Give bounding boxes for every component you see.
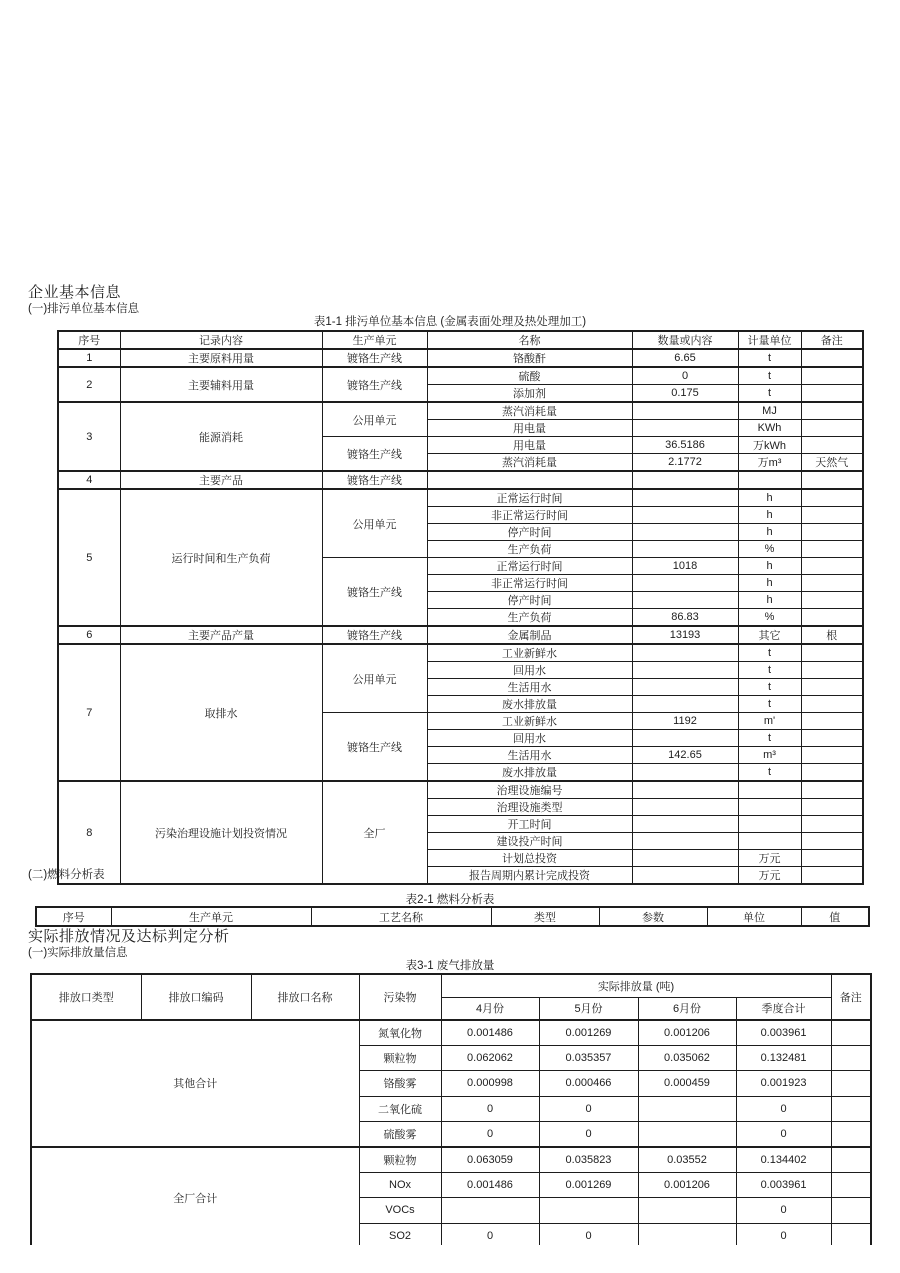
table-cell: 0.001269 (539, 1020, 638, 1045)
table-cell: 其它 (738, 626, 801, 644)
header-cell: 单位 (707, 907, 801, 926)
subsection-discharge-unit-info: (一)排污单位基本信息 (28, 303, 140, 315)
table-cell: 主要辅料用量 (120, 367, 322, 402)
table-cell: 非正常运行时间 (427, 507, 632, 524)
table-cell (632, 867, 738, 885)
table-cell (831, 1198, 871, 1223)
table-cell: 污染治理设施计划投资情况 (120, 781, 322, 884)
table-cell: 0.001206 (638, 1020, 736, 1045)
header-cell: 4月份 (441, 997, 539, 1020)
table-cell: 镀铬生产线 (322, 713, 427, 782)
table-cell (638, 1198, 736, 1223)
outlet-group-label: 全厂合计 (31, 1147, 359, 1245)
table-cell: 开工时间 (427, 816, 632, 833)
table-cell: t (738, 679, 801, 696)
table-cell (801, 713, 863, 730)
table-cell (638, 1122, 736, 1147)
table-cell (632, 764, 738, 782)
table-cell: h (738, 489, 801, 507)
table-cell (632, 575, 738, 592)
table-cell (831, 1122, 871, 1147)
fuel-analysis-table (35, 906, 870, 927)
table-cell: t (738, 764, 801, 782)
table-cell: 2.1772 (632, 454, 738, 472)
table-cell: % (738, 609, 801, 627)
table-cell: 0 (441, 1122, 539, 1147)
table-cell: 万元 (738, 867, 801, 885)
header-cell: 排放口名称 (251, 974, 359, 1020)
table-cell (801, 850, 863, 867)
table-cell: 0.03552 (638, 1147, 736, 1172)
basic-info-table-wrap (57, 330, 864, 885)
table-cell (632, 471, 738, 489)
table-cell (831, 1020, 871, 1045)
table-cell: 0.132481 (736, 1045, 831, 1070)
table-cell (539, 1198, 638, 1223)
table-cell: 0.003961 (736, 1172, 831, 1197)
table-cell: t (738, 730, 801, 747)
table-cell: 36.5186 (632, 437, 738, 454)
header-cell: 污染物 (359, 974, 441, 1020)
table-cell (801, 644, 863, 662)
table-cell: 3 (58, 402, 120, 471)
table-cell: 镀铬生产线 (322, 626, 427, 644)
table-cell (801, 385, 863, 403)
table-cell: 0.134402 (736, 1147, 831, 1172)
table-cell: 正常运行时间 (427, 558, 632, 575)
table-cell: 镀铬生产线 (322, 471, 427, 489)
table-cell (801, 489, 863, 507)
table-cell: KWh (738, 420, 801, 437)
table-cell: 0 (539, 1122, 638, 1147)
table-cell: 0.000466 (539, 1071, 638, 1096)
table-cell (632, 679, 738, 696)
table-cell: t (738, 349, 801, 367)
table-cell: 0.035823 (539, 1147, 638, 1172)
table-cell (801, 867, 863, 885)
table-cell (738, 471, 801, 489)
table-cell: 用电量 (427, 437, 632, 454)
table-cell: m' (738, 713, 801, 730)
table-cell: 13193 (632, 626, 738, 644)
header-cell: 名称 (427, 331, 632, 349)
table-cell: 86.83 (632, 609, 738, 627)
section-title-actual-emission: 实际排放情况及达标判定分析 (28, 928, 230, 945)
basic-info-table-caption: 表1-1 排污单位基本信息 (金属表面处理及热处理加工) (313, 316, 587, 328)
table-cell: 0 (539, 1096, 638, 1121)
table-cell: 添加剂 (427, 385, 632, 403)
header-cell: 记录内容 (120, 331, 322, 349)
table-cell (632, 730, 738, 747)
table-cell: 治理设施编号 (427, 781, 632, 799)
table-cell (801, 541, 863, 558)
header-cell: 值 (801, 907, 869, 926)
basic-info-table (57, 330, 864, 885)
table-cell (632, 592, 738, 609)
table-cell: 0 (736, 1223, 831, 1245)
table-cell: 0 (736, 1198, 831, 1223)
table-cell: 根 (801, 626, 863, 644)
table-cell: 能源消耗 (120, 402, 322, 471)
header-cell: 5月份 (539, 997, 638, 1020)
header-cell: 备注 (831, 974, 871, 1020)
header-cell: 生产单元 (111, 907, 311, 926)
table-cell (801, 349, 863, 367)
subsection-actual-emission-info: (一)实际排放量信息 (28, 947, 128, 959)
table-cell: 停产时间 (427, 524, 632, 541)
table-cell (801, 781, 863, 799)
table-cell (632, 799, 738, 816)
table-cell: 生活用水 (427, 679, 632, 696)
table-cell: 主要产品 (120, 471, 322, 489)
table-cell (801, 575, 863, 592)
table-cell: 6.65 (632, 349, 738, 367)
table-cell: 蒸汽消耗量 (427, 402, 632, 420)
table-cell (801, 609, 863, 627)
table-cell (738, 816, 801, 833)
table-cell: 主要原料用量 (120, 349, 322, 367)
table-cell: 治理设施类型 (427, 799, 632, 816)
table-cell: 工业新鲜水 (427, 713, 632, 730)
table-cell: 4 (58, 471, 120, 489)
table-cell: 镀铬生产线 (322, 367, 427, 402)
table-cell (801, 730, 863, 747)
header-cell: 参数 (599, 907, 707, 926)
table-cell (801, 420, 863, 437)
table-cell: t (738, 644, 801, 662)
table-cell: 生活用水 (427, 747, 632, 764)
table-cell: h (738, 592, 801, 609)
table-cell (632, 489, 738, 507)
table-cell: SO2 (359, 1223, 441, 1245)
table-cell: 运行时间和生产负荷 (120, 489, 322, 626)
header-cell: 排放口编码 (141, 974, 251, 1020)
table-cell: 8 (58, 781, 120, 884)
table-cell (632, 507, 738, 524)
table-cell: 金属制品 (427, 626, 632, 644)
table-cell (801, 507, 863, 524)
table-cell: 二氧化硫 (359, 1096, 441, 1121)
table-cell: 0.062062 (441, 1045, 539, 1070)
header-cell: 序号 (36, 907, 111, 926)
table-cell: 0 (632, 367, 738, 385)
table-cell: 0.003961 (736, 1020, 831, 1045)
header-cell: 生产单元 (322, 331, 427, 349)
header-cell: 季度合计 (736, 997, 831, 1020)
header-cell: 工艺名称 (311, 907, 491, 926)
table-cell: 0.063059 (441, 1147, 539, 1172)
table-cell: 生产负荷 (427, 609, 632, 627)
table-cell (632, 644, 738, 662)
header-cell: 实际排放量 (吨) (441, 974, 831, 997)
table-cell: t (738, 662, 801, 679)
table-cell (801, 679, 863, 696)
table-cell (801, 471, 863, 489)
table-cell (801, 747, 863, 764)
header-cell: 排放口类型 (31, 974, 141, 1020)
table-cell (831, 1096, 871, 1121)
table-cell (831, 1071, 871, 1096)
table-cell: 生产负荷 (427, 541, 632, 558)
table-cell (801, 696, 863, 713)
table-cell: 非正常运行时间 (427, 575, 632, 592)
table-cell: 镀铬生产线 (322, 349, 427, 367)
table-cell: 万kWh (738, 437, 801, 454)
table-cell: 建设投产时间 (427, 833, 632, 850)
fuel-analysis-table-caption: 表2-1 燃料分析表 (405, 894, 495, 906)
table-cell: 废水排放量 (427, 696, 632, 713)
table-cell: t (738, 367, 801, 385)
table-cell: 0.035357 (539, 1045, 638, 1070)
table-cell: 0 (736, 1096, 831, 1121)
table-cell: 镀铬生产线 (322, 558, 427, 627)
table-cell (801, 558, 863, 575)
table-cell (632, 524, 738, 541)
table-cell (801, 524, 863, 541)
table-cell: 2 (58, 367, 120, 402)
table-cell: 工业新鲜水 (427, 644, 632, 662)
header-cell: 数量或内容 (632, 331, 738, 349)
table-cell (831, 1172, 871, 1197)
table-cell (738, 781, 801, 799)
table-cell (638, 1223, 736, 1245)
table-cell: VOCs (359, 1198, 441, 1223)
table-cell: 停产时间 (427, 592, 632, 609)
table-cell (738, 833, 801, 850)
table-cell: 计划总投资 (427, 850, 632, 867)
table-cell: 颗粒物 (359, 1147, 441, 1172)
table-cell: 主要产品产量 (120, 626, 322, 644)
table-cell: NOx (359, 1172, 441, 1197)
table-cell (738, 799, 801, 816)
header-cell: 序号 (58, 331, 120, 349)
table-cell (801, 402, 863, 420)
table-cell: 正常运行时间 (427, 489, 632, 507)
table-cell (831, 1045, 871, 1070)
table-cell (632, 420, 738, 437)
table-cell (831, 1223, 871, 1245)
table-cell: 铬酸酐 (427, 349, 632, 367)
table-cell: 0.000998 (441, 1071, 539, 1096)
table-cell (801, 764, 863, 782)
table-cell: 0.001269 (539, 1172, 638, 1197)
table-cell (632, 781, 738, 799)
outlet-group-label: 其他合计 (31, 1020, 359, 1147)
table-cell (441, 1198, 539, 1223)
header-cell: 类型 (491, 907, 599, 926)
table-cell (801, 833, 863, 850)
table-cell: h (738, 507, 801, 524)
table-cell: 硫酸 (427, 367, 632, 385)
table-cell: 0.001206 (638, 1172, 736, 1197)
table-cell: 全厂 (322, 781, 427, 884)
table-cell: 6 (58, 626, 120, 644)
section-title-company-basic-info: 企业基本信息 (28, 284, 122, 301)
table-cell: h (738, 524, 801, 541)
table-cell: 0.001486 (441, 1020, 539, 1045)
table-cell: 镀铬生产线 (322, 437, 427, 472)
table-cell (632, 816, 738, 833)
table-cell: 1018 (632, 558, 738, 575)
table-cell: 取排水 (120, 644, 322, 781)
table-cell (427, 471, 632, 489)
table-cell: 铬酸雾 (359, 1071, 441, 1096)
table-cell: 0 (539, 1223, 638, 1245)
header-cell: 计量单位 (738, 331, 801, 349)
table-cell: 7 (58, 644, 120, 781)
table-cell: t (738, 696, 801, 713)
table-cell: 回用水 (427, 662, 632, 679)
table-cell (632, 402, 738, 420)
table-cell: 硫酸雾 (359, 1122, 441, 1147)
table-cell: 142.65 (632, 747, 738, 764)
table-cell (801, 592, 863, 609)
table-cell (632, 541, 738, 558)
table-cell: 0 (441, 1223, 539, 1245)
table-cell: 氮氧化物 (359, 1020, 441, 1045)
gas-emission-table-wrap (30, 973, 874, 1245)
table-cell (638, 1096, 736, 1121)
table-cell (632, 833, 738, 850)
table-cell: 公用单元 (322, 402, 427, 437)
gas-emission-table-caption: 表3-1 废气排放量 (405, 960, 495, 972)
header-cell: 备注 (801, 331, 863, 349)
table-cell: 0.001486 (441, 1172, 539, 1197)
table-cell: 0.001923 (736, 1071, 831, 1096)
table-cell: 0 (441, 1096, 539, 1121)
table-cell: 0.175 (632, 385, 738, 403)
subsection-fuel-analysis: (二)燃料分析表 (28, 869, 105, 881)
table-cell: 万m³ (738, 454, 801, 472)
table-cell (801, 816, 863, 833)
table-cell: 0.000459 (638, 1071, 736, 1096)
table-cell: 公用单元 (322, 644, 427, 713)
table-cell: 报告周期内累计完成投资 (427, 867, 632, 885)
table-cell: 0 (736, 1122, 831, 1147)
table-cell: 天然气 (801, 454, 863, 472)
fuel-analysis-table-wrap (35, 906, 870, 927)
table-cell (831, 1147, 871, 1172)
table-cell (801, 367, 863, 385)
table-cell (801, 662, 863, 679)
table-cell: t (738, 385, 801, 403)
table-cell (632, 850, 738, 867)
table-cell: 0.035062 (638, 1045, 736, 1070)
gas-emission-table (30, 973, 872, 1245)
table-cell (632, 696, 738, 713)
table-cell: 1 (58, 349, 120, 367)
table-cell: h (738, 558, 801, 575)
header-cell: 6月份 (638, 997, 736, 1020)
table-cell: 回用水 (427, 730, 632, 747)
table-cell: % (738, 541, 801, 558)
table-cell: 万元 (738, 850, 801, 867)
table-cell: MJ (738, 402, 801, 420)
table-cell: 公用单元 (322, 489, 427, 558)
table-cell: 1192 (632, 713, 738, 730)
table-cell: 颗粒物 (359, 1045, 441, 1070)
table-cell (801, 437, 863, 454)
table-cell (632, 662, 738, 679)
table-cell (801, 799, 863, 816)
table-cell: h (738, 575, 801, 592)
table-cell: m³ (738, 747, 801, 764)
table-cell: 蒸汽消耗量 (427, 454, 632, 472)
table-cell: 废水排放量 (427, 764, 632, 782)
table-cell: 用电量 (427, 420, 632, 437)
table-cell: 5 (58, 489, 120, 626)
